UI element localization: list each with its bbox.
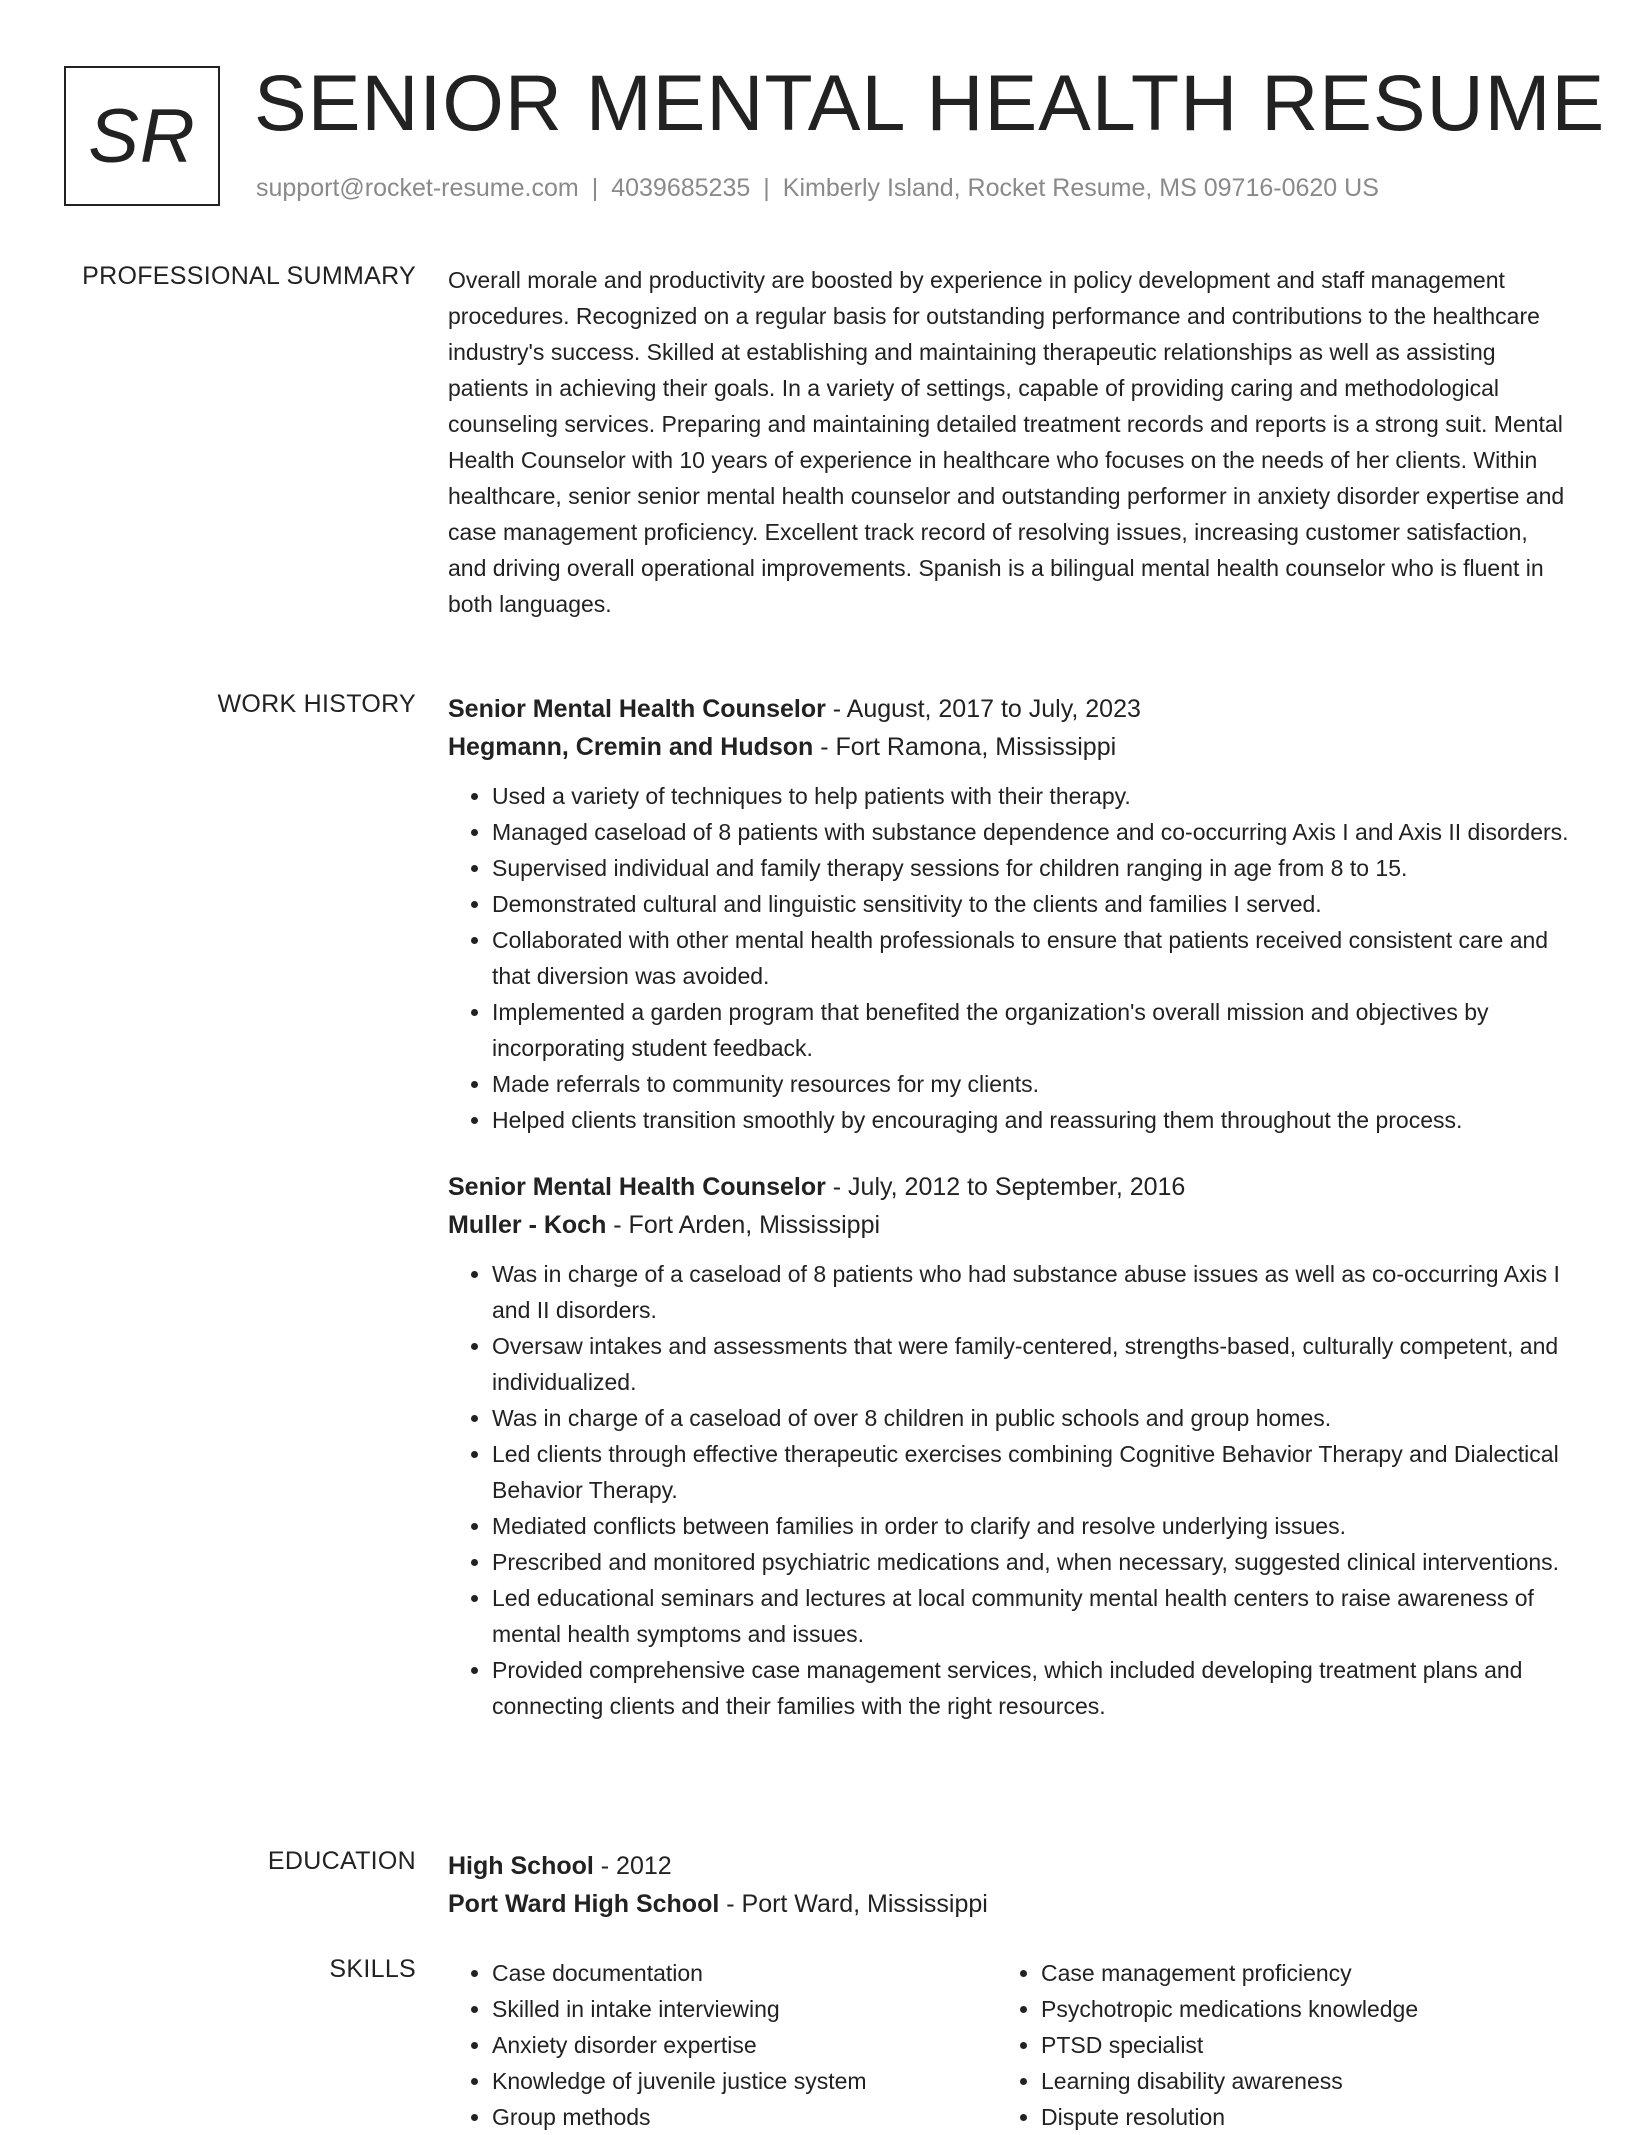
list-item: • Was in charge of a caseload of over 8 children in public schools and group homes. [492,1400,1570,1436]
contact-separator: | [591,174,599,202]
list-item: • Implemented a garden program that benefited the organization's overall mission and objectives by incorporating student feedback. [492,994,1570,1066]
list-item: • Knowledge of juvenile justice system [492,2063,997,2099]
job-company-line [448,728,1570,766]
education-degree: High School [448,1852,594,1880]
resume-title: SENIOR MENTAL HEALTH RESUME [254,58,1606,147]
list-item: • Case management proficiency [1041,1955,1546,1991]
job-location: - Fort Ramona, Mississippi [813,733,1117,761]
job-company-line [448,1206,1570,1244]
list-item: • Provided comprehensive case management services, which included developing treatment plans and connecting clients and their families with the right resources. [492,1652,1570,1724]
list-item: • Used a variety of techniques to help patients with their therapy. [492,778,1570,814]
list-item: • Prescribed and monitored psychiatric medications and, when necessary, suggested clinical interventions. [492,1544,1570,1580]
contact-line [256,174,1379,203]
job-title-line [448,1168,1570,1206]
list-item: • Mediated conflicts between families in order to clarify and resolve underlying issues. [492,1508,1570,1544]
job-dates: - July, 2012 to September, 2016 [825,1173,1186,1201]
contact-phone[interactable]: 4039685235 [611,174,751,202]
list-item: • Was in charge of a caseload of 8 patients who had substance abuse issues as well as co-occurring Axis I and II disorders. [492,1256,1570,1328]
list-item: • Collaborated with other mental health professionals to ensure that patients received consistent care and that diversion was avoided. [492,922,1570,994]
monogram-badge [64,66,220,206]
summary-text: Overall morale and productivity are boosted by experience in policy development and staff management procedures. Recognized on a regular basis for outstanding performance and contributions to the healthcare industry's success. Skilled at establishing and maintaining therapeutic relationships as well as assisting patients in achieving their goals. In a variety of settings, capable of providing caring and methodological counseling services. Preparing and maintaining detailed treatment records and reports is a strong suit. Mental Health Counselor with 10 years of experience in healthcare who focuses on the needs of her clients. Within healthcare, senior senior mental health counselor and outstanding performer in anxiety disorder expertise and case management proficiency. Excellent track record of resolving issues, increasing customer satisfaction, and driving overall operational improvements. Spanish is a bilingual mental health counselor who is fluent in both languages. [448,267,1565,617]
job-company: Muller - Koch [448,1211,607,1239]
list-item: • Anxiety disorder expertise [492,2027,997,2063]
contact-address: Kimberly Island, Rocket Resume, MS 09716-0620 US [782,174,1379,202]
section-label-summary: PROFESSIONAL SUMMARY [82,262,416,290]
list-item: • Led clients through effective therapeutic exercises combining Cognitive Behavior Therapy and Dialectical Behavior Therapy. [492,1436,1570,1508]
list-item: • Learning disability awareness [1041,2063,1546,2099]
contact-separator: | [763,174,770,202]
contact-email[interactable]: support@rocket-resume.com [256,174,579,202]
job-title: Senior Mental Health Counselor [448,695,826,723]
list-item: • Oversaw intakes and assessments that were family-centered, strengths-based, culturally competent, and individualized. [492,1328,1570,1400]
job-bullets [448,1256,1570,1724]
monogram-initials: SR [88,93,196,179]
job-dates: - August, 2017 to July, 2023 [825,695,1141,723]
list-item: • Dispute resolution [1041,2099,1546,2135]
education-location: - Port Ward, Mississippi [719,1890,988,1918]
skills-column-right [997,1955,1546,2135]
education-degree-line [448,1847,1570,1885]
education-year: - 2012 [593,1852,672,1880]
list-item: • Case documentation [492,1955,997,1991]
list-item: • Managed caseload of 8 patients with substance dependence and co-occurring Axis I and Axis II disorders. [492,814,1570,850]
section-label-skills: SKILLS [329,1955,416,1983]
skills-column-left [448,1955,997,2135]
job-bullets [448,778,1570,1138]
work-history-body [448,690,1570,1754]
section-label-education: EDUCATION [267,1847,416,1875]
list-item: • Helped clients transition smoothly by encouraging and reassuring them throughout the process. [492,1102,1570,1138]
education-school-line [448,1885,1570,1923]
job-entry [448,690,1570,1138]
job-title: Senior Mental Health Counselor [448,1173,826,1201]
summary-body [448,262,1570,622]
list-item: • Group methods [492,2099,997,2135]
list-item: • Psychotropic medications knowledge [1041,1991,1546,2027]
section-label-work-history: WORK HISTORY [217,690,416,718]
job-location: - Fort Arden, Mississippi [606,1211,881,1239]
list-item: • Led educational seminars and lectures at local community mental health centers to raise awareness of mental health symptoms and issues. [492,1580,1570,1652]
education-school: Port Ward High School [448,1890,720,1918]
skills-body [448,1955,1570,2135]
list-item: • Skilled in intake interviewing [492,1991,997,2027]
job-title-line [448,690,1570,728]
list-item: • Demonstrated cultural and linguistic sensitivity to the clients and families I served. [492,886,1570,922]
list-item: • Made referrals to community resources for my clients. [492,1066,1570,1102]
list-item: • PTSD specialist [1041,2027,1546,2063]
skills-columns [448,1955,1570,2135]
education-body [448,1847,1570,1923]
list-item: • Supervised individual and family therapy sessions for children ranging in age from 8 to 15. [492,850,1570,886]
job-company: Hegmann, Cremin and Hudson [448,733,814,761]
job-entry [448,1168,1570,1724]
